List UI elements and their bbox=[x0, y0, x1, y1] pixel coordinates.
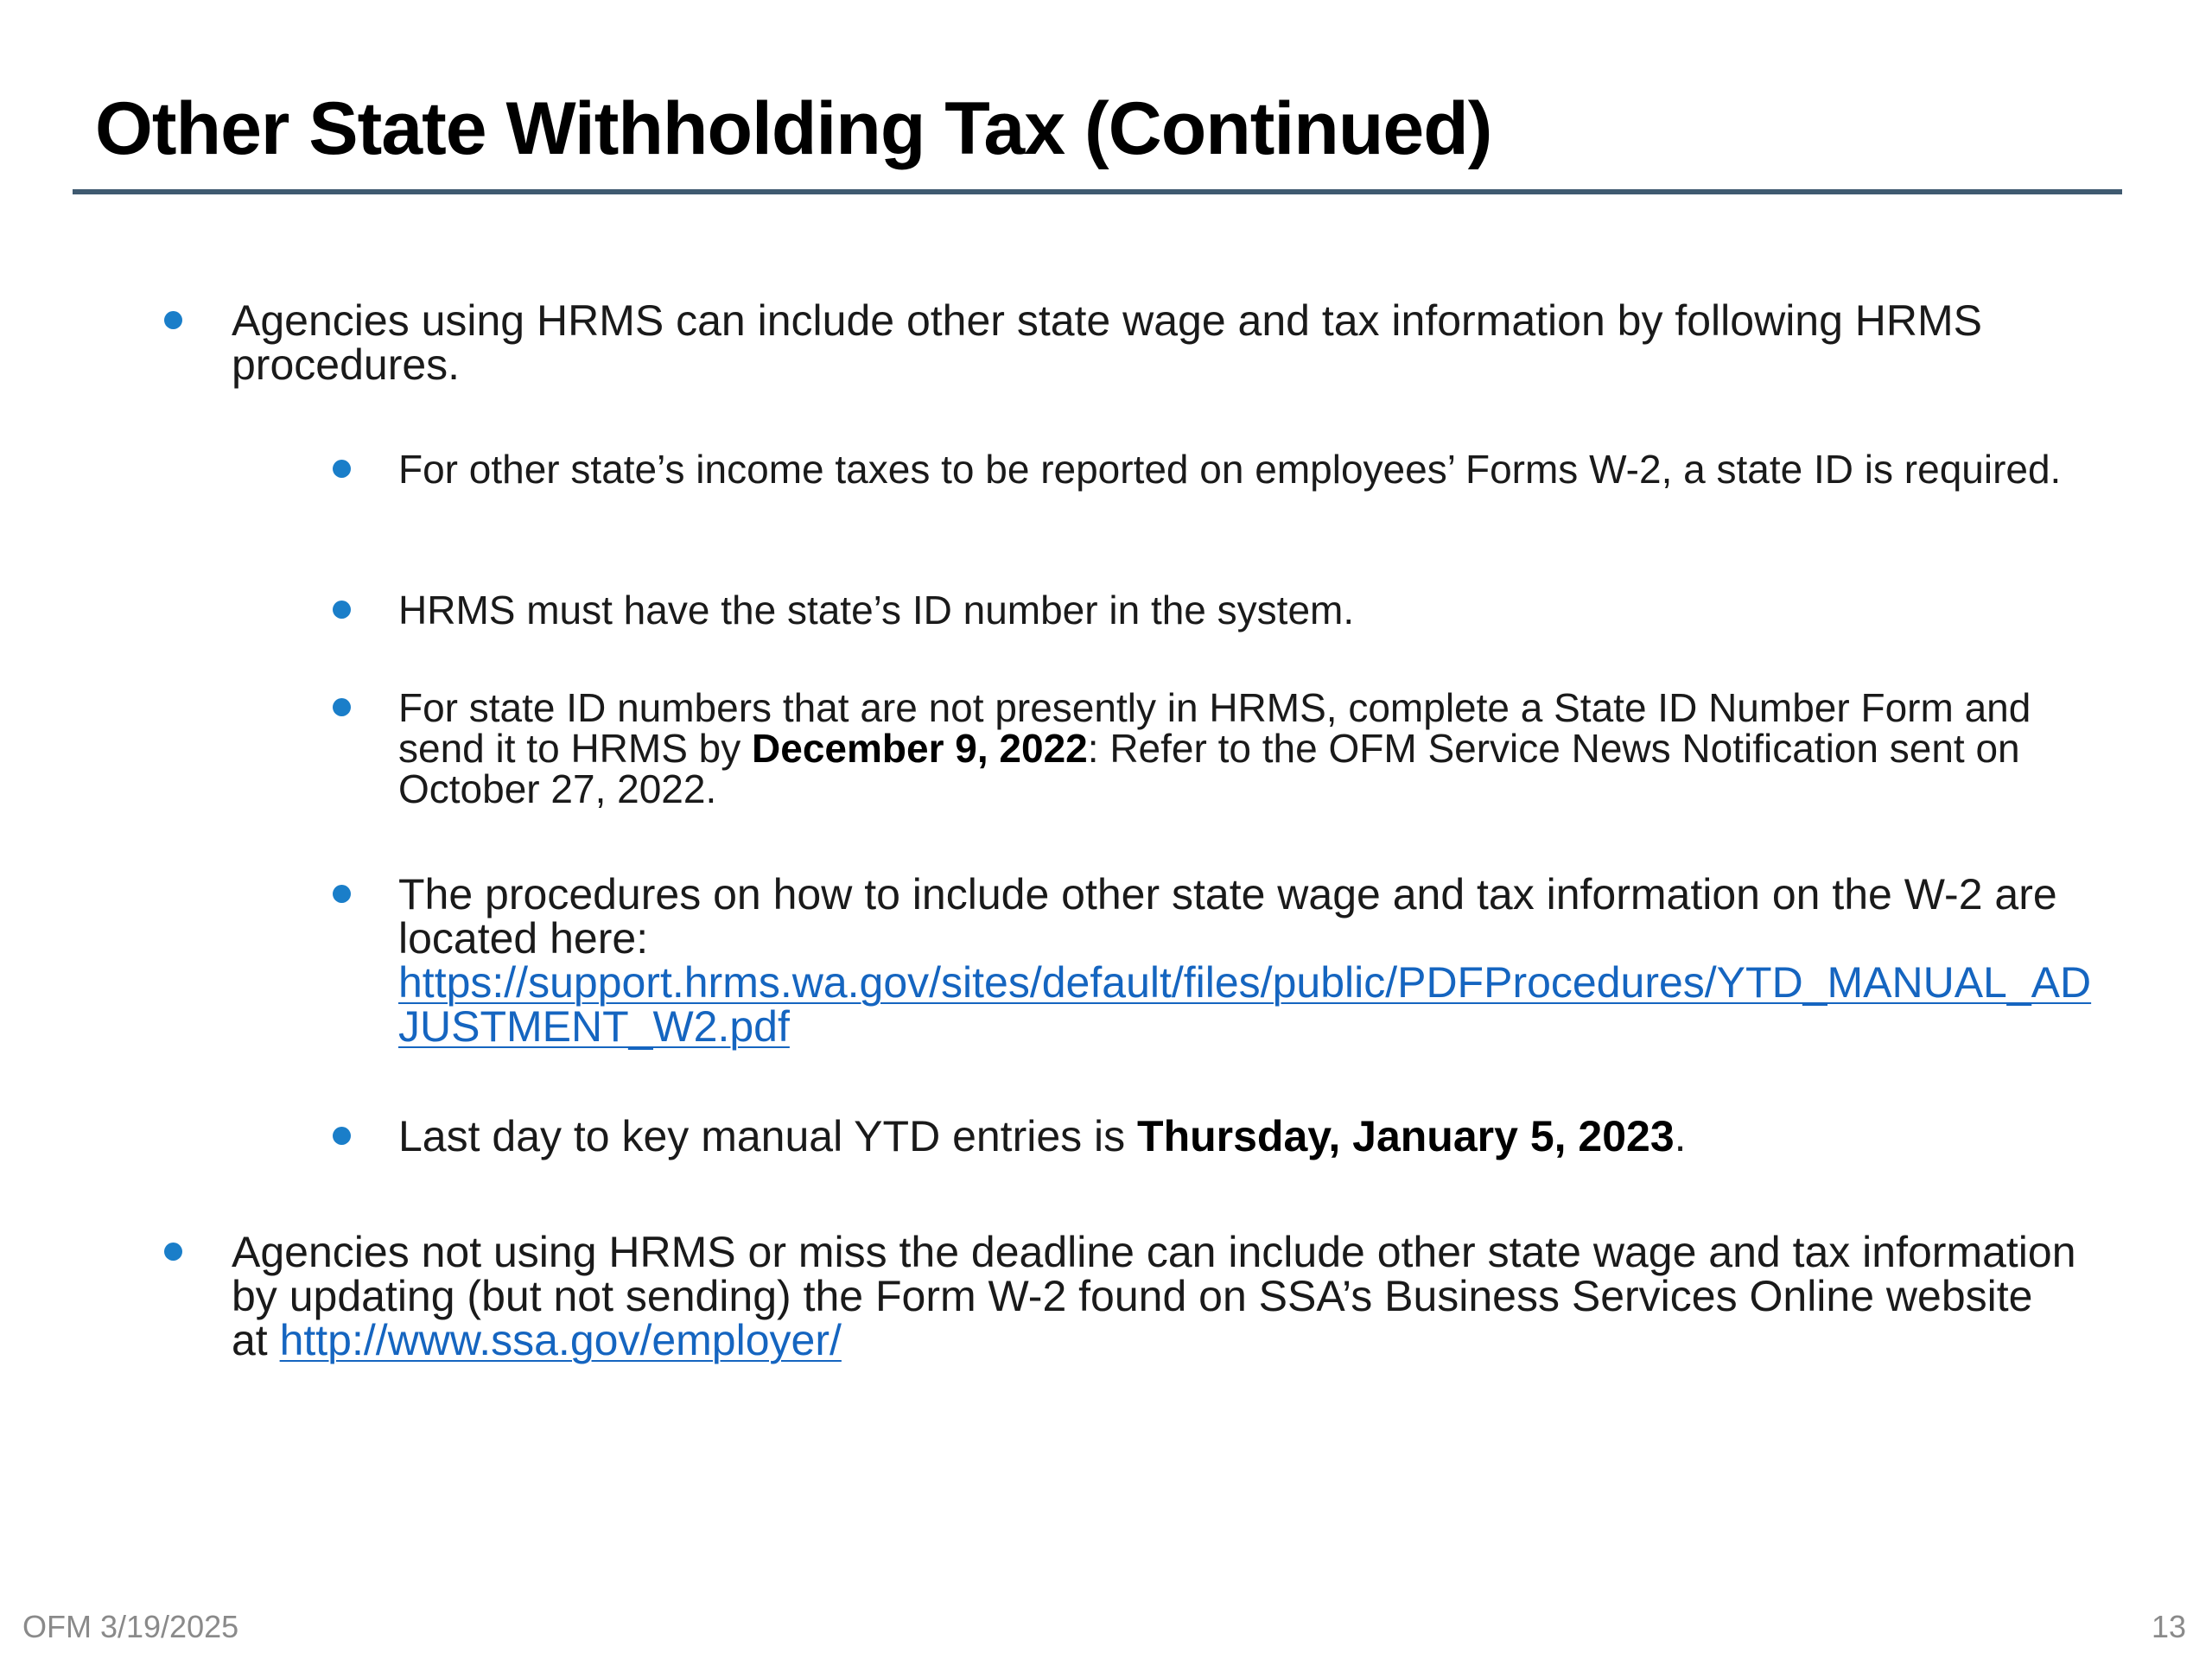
sub-bullet-state-id-required bbox=[398, 449, 2092, 490]
sub-bullet-last-day-ytd bbox=[398, 1112, 2092, 1160]
bullet-dot-icon bbox=[164, 1243, 182, 1261]
bullet-text: The procedures on how to include other state wage and tax information on the W-2 are located here: bbox=[398, 870, 2057, 963]
bullet-text-pre: For state ID numbers that are not presently in HRMS, complete a State ID Number Form and send it to HRMS by bbox=[398, 685, 2031, 771]
bullet-text: Agencies not using HRMS or miss the deadline can include other state wage and tax information by updating (but not sending) the Form W-2 found on SSA’s Business Services Online website at bbox=[232, 1228, 2076, 1364]
bullet-dot-icon bbox=[333, 1127, 351, 1145]
bullet-agencies-using-hrms bbox=[232, 296, 2081, 389]
sub-bullet-hrms-state-id bbox=[398, 590, 2092, 631]
bullet-dot-icon bbox=[333, 601, 351, 619]
bullet-dot-icon bbox=[333, 698, 351, 716]
procedures-pdf-link[interactable]: https://support.hrms.wa.gov/sites/default/files/public/PDFProcedures/YTD_MANUAL_ADJUSTMENT_W2.pdf bbox=[398, 958, 2092, 1051]
bullet-dot-icon bbox=[333, 885, 351, 903]
bullet-text: For other state’s income taxes to be reported on employees’ Forms W-2, a state ID is required. bbox=[398, 447, 2062, 492]
footer-date: OFM 3/19/2025 bbox=[22, 1609, 239, 1644]
sub-bullet-procedures-link bbox=[398, 870, 2092, 1051]
ssa-employer-link[interactable]: http://www.ssa.gov/employer/ bbox=[279, 1316, 842, 1364]
page-number: 13 bbox=[2151, 1609, 2186, 1644]
last-day-date: Thursday, January 5, 2023 bbox=[1137, 1112, 1675, 1160]
bullet-dot-icon bbox=[164, 311, 182, 329]
deadline-date: December 9, 2022 bbox=[752, 725, 1088, 771]
slide-title: Other State Withholding Tax (Continued) bbox=[95, 87, 1492, 170]
bullet-agencies-not-using-hrms bbox=[232, 1230, 2081, 1363]
bullet-dot-icon bbox=[333, 460, 351, 478]
bullet-text-pre: Last day to key manual YTD entries is bbox=[398, 1112, 1138, 1160]
bullet-text-post: . bbox=[1674, 1112, 1687, 1160]
bullet-text-post: : Refer to the OFM Service News Notification sent on October 27, 2022. bbox=[398, 725, 2020, 811]
bullet-text: HRMS must have the state’s ID number in the system. bbox=[398, 588, 1355, 632]
title-divider bbox=[73, 189, 2122, 194]
sub-bullet-state-id-form bbox=[398, 685, 2092, 811]
bullet-text: Agencies using HRMS can include other state wage and tax information by following HRMS procedures. bbox=[232, 296, 1983, 389]
